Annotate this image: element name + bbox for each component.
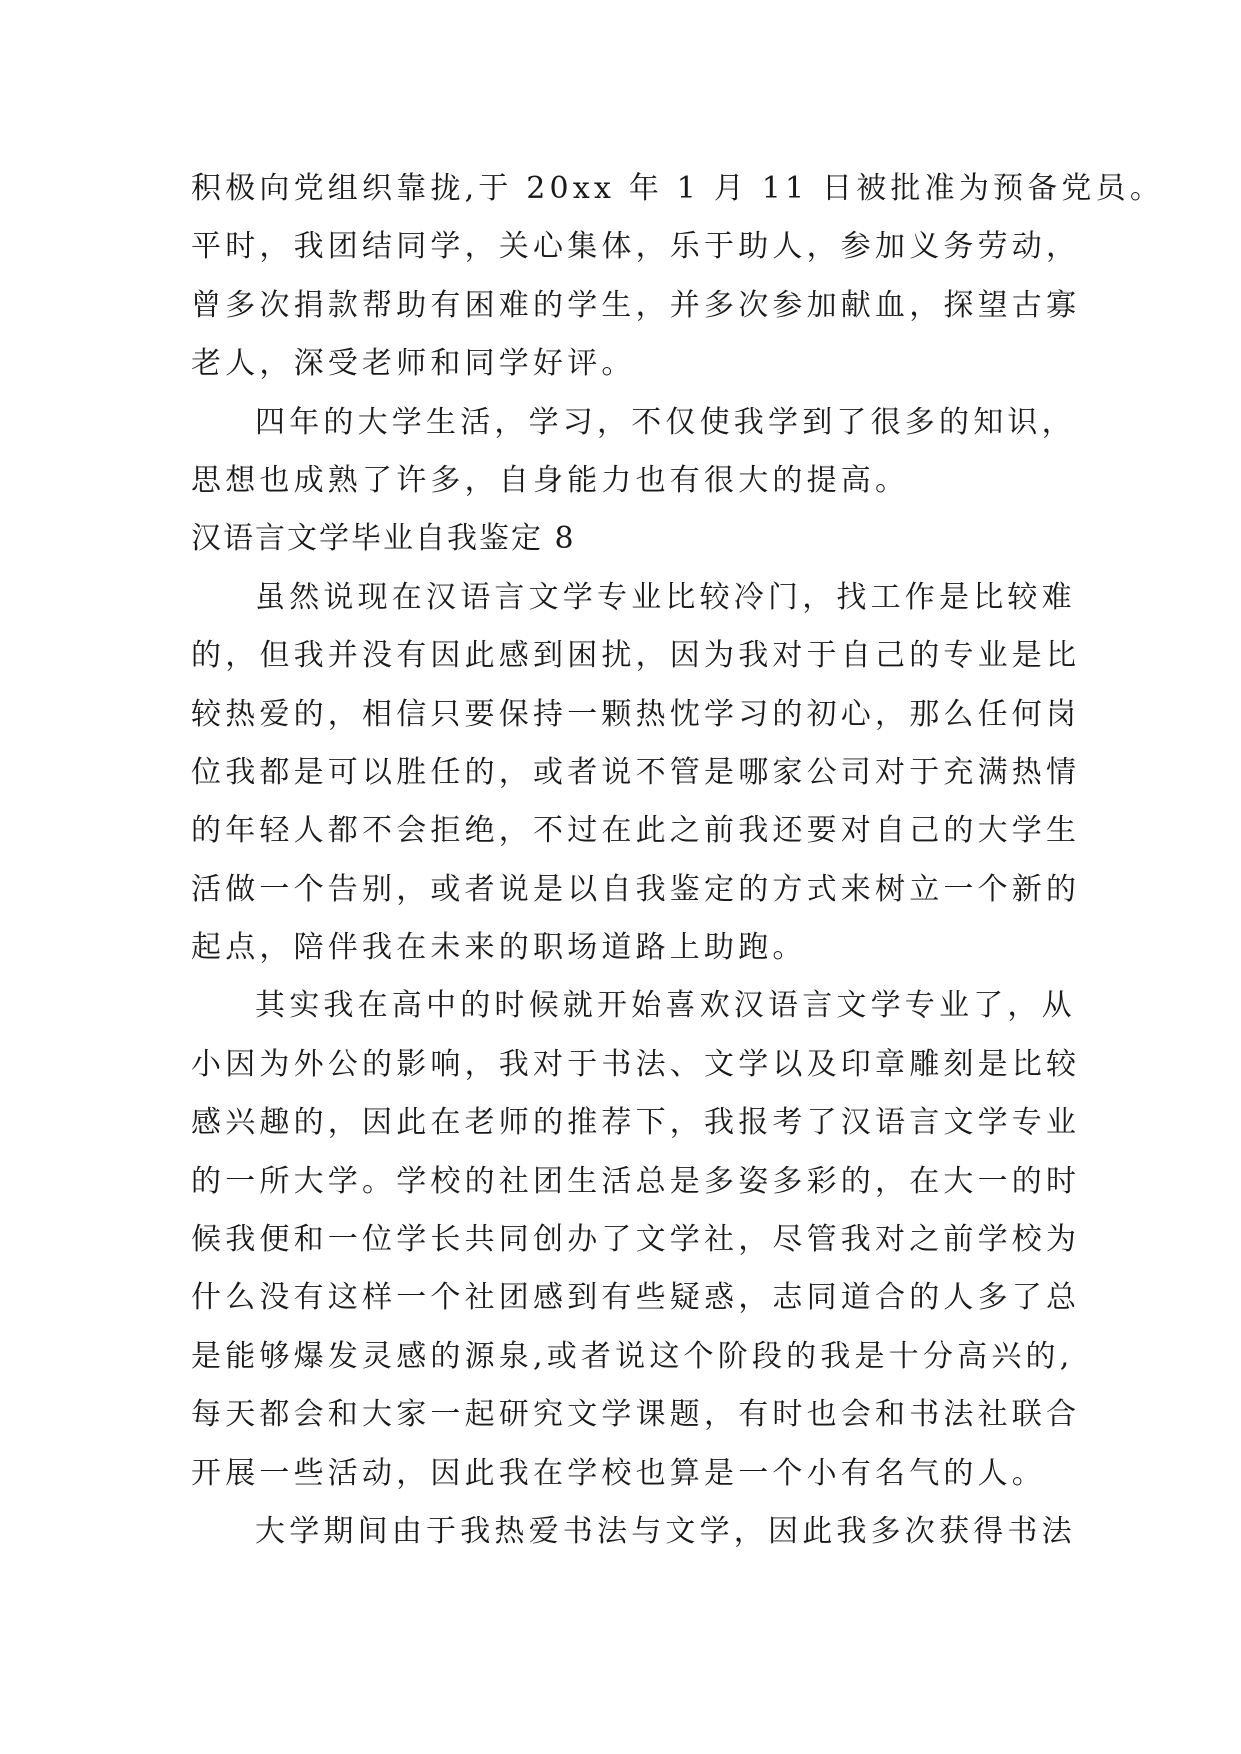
text-line: 较热爱的，相信只要保持一颗热忱学习的初心，那么任何岗	[191, 696, 1081, 732]
text-line: 候我便和一位学长共同创办了文学社，尽管我对之前学校为	[191, 1222, 1081, 1258]
document-body	[191, 160, 1165, 1561]
text-line: 什么没有这样一个社团感到有些疑惑，志同道合的人多了总	[191, 1280, 1081, 1316]
text-line: 曾多次捐款帮助有困难的学生，并多次参加献血，探望古寡	[191, 287, 1081, 323]
paragraph	[191, 394, 1121, 511]
text-line: 的，但我并没有因此感到困扰，因为我对于自己的专业是比	[191, 638, 1081, 674]
text-line: 四年的大学生活，学习，不仅使我学到了很多的知识，	[255, 404, 1076, 440]
text-line: 每天都会和大家一起研究文学课题，有时也会和书法社联合	[191, 1397, 1081, 1433]
paragraph	[191, 569, 1121, 978]
paragraph	[191, 977, 1121, 1503]
text-line: 的一所大学。学校的社团生活总是多姿多彩的，在大一的时	[191, 1163, 1081, 1199]
text-line: 位我都是可以胜任的，或者说不管是哪家公司对于充满热情	[191, 754, 1081, 790]
paragraph	[191, 1503, 1121, 1561]
section-heading	[191, 510, 1121, 568]
text-line: 小因为外公的影响，我对于书法、文学以及印章雕刻是比较	[191, 1046, 1081, 1082]
text-line: 活做一个告别，或者说是以自我鉴定的方式来树立一个新的	[191, 871, 1081, 907]
section-title: 汉语言文学毕业自我鉴定 8	[191, 521, 576, 557]
text-line: 积极向党组织靠拢,于 20xx 年 1 月 11 日被批准为预备党员。	[191, 171, 1165, 206]
text-line: 其实我在高中的时候就开始喜欢汉语言文学专业了，从	[255, 988, 1076, 1024]
text-line: 的年轻人都不会拒绝，不过在此之前我还要对自己的大学生	[191, 813, 1081, 849]
text-line: 起点，陪伴我在未来的职场道路上助跑。	[191, 930, 807, 966]
paragraph	[191, 160, 1165, 394]
text-line: 感兴趣的，因此在老师的推荐下，我报考了汉语言文学专业	[191, 1105, 1081, 1141]
text-line: 大学期间由于我热爱书法与文学，因此我多次获得书法	[255, 1513, 1076, 1549]
text-line: 思想也成熟了许多，自身能力也有很大的提高。	[191, 462, 910, 498]
text-line: 虽然说现在汉语言文学专业比较冷门，找工作是比较难	[255, 579, 1076, 615]
text-line: 平时，我团结同学，关心集体，乐于助人，参加义务劳动，	[191, 229, 1081, 265]
text-line: 开展一些活动，因此我在学校也算是一个小有名气的人。	[191, 1455, 1046, 1491]
text-line: 老人，深受老师和同学好评。	[191, 346, 636, 382]
text-line: 是能够爆发灵感的源泉,或者说这个阶段的我是十分高兴的,	[191, 1338, 1074, 1374]
